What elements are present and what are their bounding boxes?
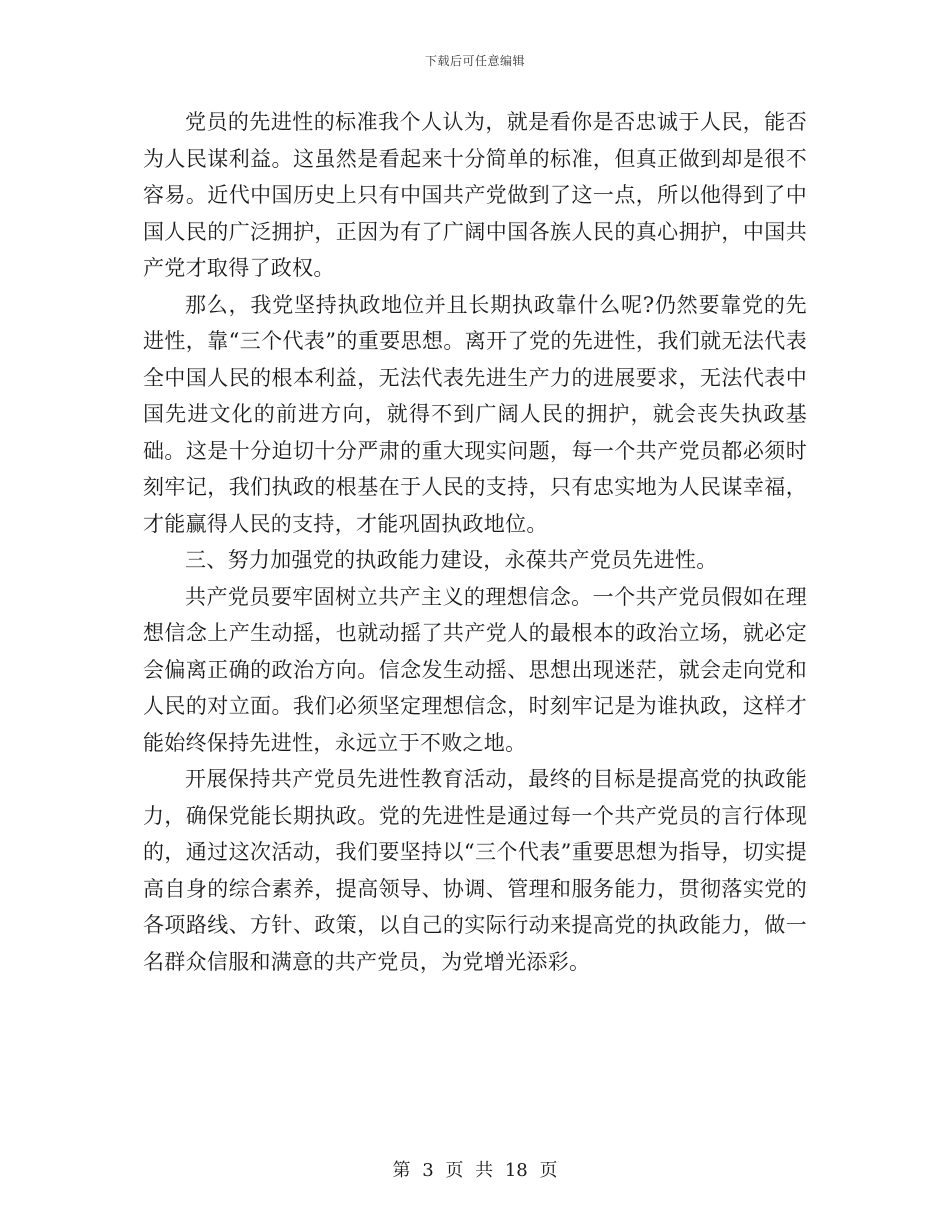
page-number-footer: 第 3 页 共 18 页 [392,1160,558,1181]
paragraph-4: 共产党员要牢固树立共产主义的理想信念。一个共产党员假如在理想信念上产生动摇，也就动摇了共产党人的最根本的政治立场，就必定会偏离正确的政治方向。信念发生动摇、思想出现迷茫，就会走向党和人民的对立面。我们必须坚定理想信念，时刻牢记是为谁执政，这样才能始终保持先进性，永远立于不败之地。 [143,584,807,755]
paragraph-2: 那么，我党坚持执政地位并且长期执政靠什么呢?仍然要靠党的先进性，靠“三个代表”的重要思想。离开了党的先进性，我们就无法代表全中国人民的根本利益，无法代表先进生产力的进展要求，无法代表中国先进文化的前进方向，就得不到广阔人民的拥护，就会丧失执政基础。这是十分迫切十分严肃的重大现实问题，每一个共产党员都必须时刻牢记，我们执政的根基在于人民的支持，只有忠实地为人民谋幸福，才能赢得人民的支持，才能巩固执政地位。 [143,292,807,536]
document-body [143,104,807,980]
page-header: 下载后可任意编辑 [424,54,525,68]
section-heading-3: 三、努力加强党的执政能力建设，永葆共产党员先进性。 [185,548,718,572]
paragraph-5: 开展保持共产党员先进性教育活动，最终的目标是提高党的执政能力，确保党能长期执政。党的先进性是通过每一个共产党员的言行体现的，通过这次活动，我们要坚持以“三个代表”重要思想为指导，切实提高自身的综合素养，提高领导、协调、管理和服务能力，贯彻落实党的各项路线、方针、政策，以自己的实际行动来提高党的执政能力，做一名群众信服和满意的共产党员，为党增光添彩。 [143,767,807,974]
paragraph-1: 党员的先进性的标准我个人认为，就是看你是否忠诚于人民，能否为人民谋利益。这虽然是看起来十分简单的标准，但真正做到却是很不容易。近代中国历史上只有中国共产党做到了这一点，所以他得到了中国人民的广泛拥护，正因为有了广阔中国各族人民的真心拥护，中国共产党才取得了政权。 [143,110,807,280]
